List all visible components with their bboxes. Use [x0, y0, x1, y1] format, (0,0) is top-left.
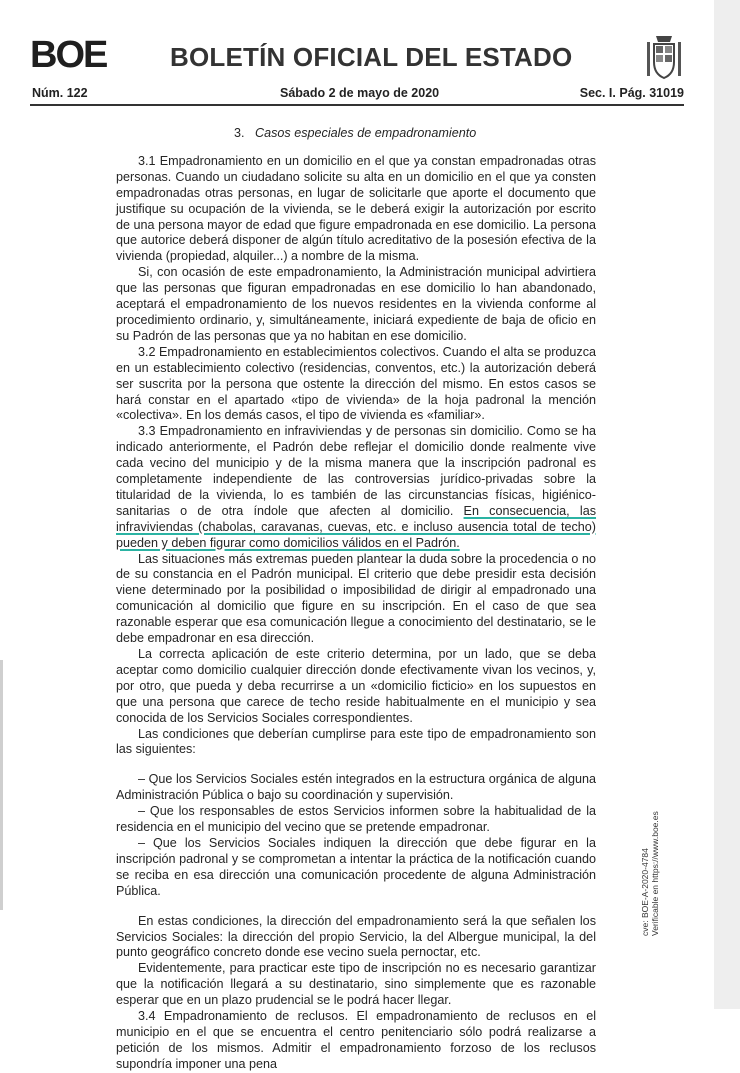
issue-date: Sábado 2 de mayo de 2020: [280, 86, 440, 100]
verification-note: [640, 811, 660, 936]
paragraph-3-4: 3.4 Empadronamiento de reclusos. El empadronamiento de reclusos en el municipio en el que se encuentra el centro penitenciario sólo podrá realizarse a petición de los mismos. Admitir el empadronamiento forzoso de los reclusos supondría imponer una pena: [116, 1009, 596, 1071]
page-edge-shadow: [0, 660, 3, 910]
section-heading: [234, 126, 596, 142]
paragraph-evidently: Evidentemente, para practicar este tipo de inscripción no es necesario garantizar que la notificación llegará a su destinatario, sino simplemente que es razonable esperar que en un plazo prudencial se le podrá hacer llegar.: [116, 961, 596, 1008]
section-page: Sec. I. Pág. 31019: [579, 86, 684, 100]
boe-logo: BOE: [30, 34, 107, 76]
bulletin-title: BOLETÍN OFICIAL DEL ESTADO: [170, 42, 573, 72]
paragraph-3-2: 3.2 Empadronamiento en establecimientos colectivos. Cuando el alta se produzca en un establecimiento colectivo (residencias, conventos, etc.) la autorización deberá ser suscrita por la persona que ostente la dirección del mismo. En estos casos se hará constar en el apartado «tipo de vivienda» de la hoja padronal la mención «colectiva». En los demás casos, el tipo de vivienda es «familiar».: [116, 344, 596, 423]
coat-of-arms-icon: [644, 32, 684, 84]
condition-item: – Que los Servicios Sociales estén integrados en la estructura orgánica de alguna Administración Pública o bajo su coordinación y supervisión.: [116, 772, 596, 803]
paragraph-conditions-intro: Las condiciones que deberían cumplirse para este tipo de empadronamiento son las siguientes:: [116, 726, 596, 757]
header-rule: [30, 104, 684, 106]
condition-item: – Que los Servicios Sociales indiquen la dirección que debe figurar en la inscripción padronal y se comprometan a intentar la práctica de la notificación cuando se reciba en esa dirección una comunicación procedente de alguna Administración Pública.: [116, 835, 596, 898]
highlighted-passage: En consecuencia, las infraviviendas (chabolas, caravanas, cuevas, etc. e incluso ausencia total de techo) pueden y deben figurar como domicilios válidos en el Padrón.: [116, 503, 597, 550]
section-number: 3.: [234, 126, 245, 140]
paragraph-criterion: La correcta aplicación de este criterio determina, por un lado, que se deba aceptar como domicilio cualquier dirección donde efectivamente vivan los vecinos, y, por otro, que pueda y deba recurrirse a un «domicilio ficticio» en los supuestos en que una persona que carece de techo reside habitualmente en el municipio y sea conocida de los Servicios Sociales correspondientes.: [116, 647, 596, 725]
paragraph-extreme-cases: Las situaciones más extremas pueden plantear la duda sobre la procedencia o no de su constancia en el Padrón municipal. El criterio que debe presidir esta decisión viene determinado por la posibilidad o imposibilidad de dirigir al empadronado una comunicación al domicilio que figure en su inscripción. En el caso de que sea razonable esperar que esa comunicación llegue a conocimiento del destinatario, se le debe empadronar en esa dirección.: [116, 551, 596, 646]
issue-number: Núm. 122: [32, 86, 88, 100]
verify-url: Verificable en https://www.boe.es: [650, 811, 660, 936]
condition-item: – Que los responsables de estos Servicios informen sobre la habitualidad de la residencia en el municipio del vecino que se pretende empadronar.: [116, 804, 596, 835]
issue-meta: [30, 86, 684, 104]
document-body: [116, 126, 596, 1073]
cve-code: cve: BOE-A-2020-4784: [640, 848, 650, 936]
paragraph-3-1-cont: Si, con ocasión de este empadronamiento, la Administración municipal advirtiera que las personas que figuran empadronadas en ese domicilio lo han abandonado, aceptará el empadronamiento de los nuevos residentes en la vivienda conforme al procedimiento ordinario, y, simultáneamente, iniciará expediente de baja de oficio en su Padrón de las personas que ya no habitan en ese domicilio.: [116, 265, 596, 343]
paragraph-conditions-result: En estas condiciones, la dirección del empadronamiento será la que señalen los Servicios Sociales: la dirección del propio Servicio, la del Albergue municipal, la del punto geográfico concreto donde ese vecino suela pernoctar, etc.: [116, 913, 596, 960]
page-header: [30, 34, 684, 86]
paragraph-3-1: 3.1 Empadronamiento en un domicilio en el que ya constan empadronadas otras personas. Cuando un ciudadano solicite su alta en un domicilio en el que ya consten empadronadas otras personas, en lugar de solicitarle que aporte el documento que justifique su ocupación de la vivienda, se le deberá exigir la autorización por escrito de una persona mayor de edad que figure empadronada en ese domicilio. La persona que autorice deberá disponer de algún título acreditativo de la posesión efectiva de la vivienda (propiedad, alquiler...) a nombre de la misma.: [116, 153, 596, 264]
paragraph-3-3-text: 3.3 Empadronamiento en infraviviendas y de personas sin domicilio. Como se ha indicado anteriormente, el Padrón debe reflejar el domicilio donde realmente vive cada vecino del municipio y de la misma manera que la inscripción padronal es completamente independiente de las controversias jurídico-privadas sobre la titularidad de la vivienda, lo es también de las circunstancias físicas, higiénico-sanitarias o de otra índole que afecten al domicilio.: [116, 424, 596, 518]
viewer-margin-strip: [714, 0, 740, 1009]
section-title: Casos especiales de empadronamiento: [255, 126, 477, 140]
paragraph-3-3: [116, 424, 596, 551]
